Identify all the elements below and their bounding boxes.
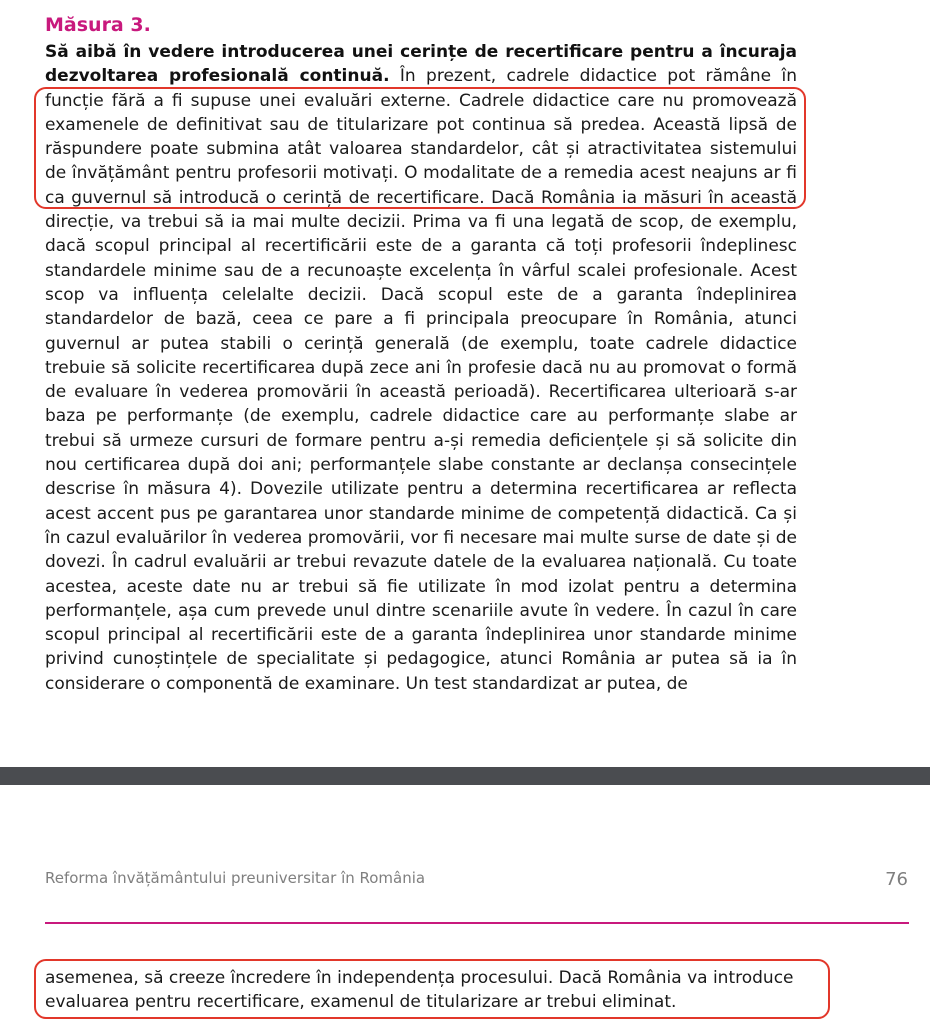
- page-break-band: [0, 767, 930, 785]
- section-body: [45, 40, 797, 696]
- footer-rule: [45, 922, 909, 924]
- footer-title: Reforma învățământului preuniversitar în România: [45, 869, 426, 887]
- page-number: 76: [885, 869, 908, 890]
- section-heading: Măsura 3.: [45, 14, 151, 36]
- continuation-text: asemenea, să creeze încredere în independența procesului. Dacă România va introduce evaluarea pentru recertificare, examenul de titularizare ar trebui eliminat.: [45, 968, 794, 1013]
- section-body-text: În prezent, cadrele didactice pot rămâne în funcție fără a fi supuse unei evaluări externe. Cadrele didactice care nu promovează examenele de definitivat sau de titularizare pot continua să predea. Această lipsă de răspundere poate submina atât valoarea standardelor, cât și atractivitatea sistemului de învățământ pentru profesorii motivați. O modalitate de a remedia acest neajuns ar fi ca guvernul să introducă o cerință de recertificare. Dacă România ia măsuri în această direcție, va trebui să ia mai multe decizii. Prima va fi una legată de scop, de exemplu, dacă scopul principal al recertificării este de a garanta că toți profesorii îndeplinesc standardele minime sau de a recunoaște excelența în vârful scalei profesionale. Acest scop va influența celelalte decizii. Dacă scopul este de a garanta îndeplinirea standardelor de bază, ceea ce pare a fi principala preocupare în România, atunci guvernul ar putea stabili o cerință generală (de exemplu, toate cadrele didactice trebuie să solicite recertificarea după zece ani în profesie dacă nu au promovat o formă de evaluare în vederea promovării în această perioadă). Recertificarea ulterioară s-ar baza pe performanțe (de exemplu, cadrele didactice care au performanțe slabe ar trebui să urmeze cursuri de formare pentru a-și remedia deficiențele și să solicite din nou certificarea după doi ani; performanțele slabe constante ar declanșa consecințele descrise în măsura 4). Dovezile utilizate pentru a determina recertificarea ar reflecta acest accent pus pe garantarea unor standarde minime de competență didactică. Ca și în cazul evaluărilor în vederea promovării, vor fi necesare mai multe surse de date și de dovezi. În cadrul evaluării ar trebui revazute datele de la evaluarea națională. Cu toate acestea, aceste date nu ar trebui să fie utilizate în mod izolat pentru a determina performanțele, așa cum prevede unul dintre scenariile avute în vedere. În cazul în care scopul principal al recertificării este de a garanta îndeplinirea unor standarde minime privind cunoștințele de specialitate și pedagogice, atunci România ar putea să ia în considerare o componentă de examinare. Un test standardizat ar putea, de: [45, 66, 797, 694]
- section-lead: Să aibă în vedere introducerea unei cerințe de recertificare pentru a încuraja dezvoltarea profesională continuă.: [45, 42, 797, 87]
